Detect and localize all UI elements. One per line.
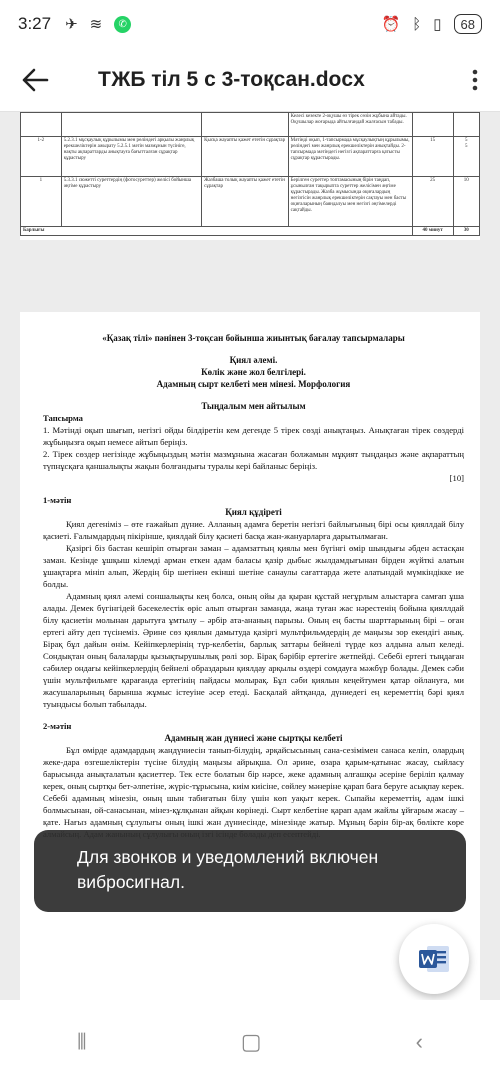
table-total-score: 30	[453, 227, 480, 236]
task-label: Тапсырма	[43, 413, 83, 423]
status-left-icons	[65, 15, 131, 33]
wifi-icon: ≋	[89, 16, 103, 33]
text-title: Адамның жан дүниесі және сыртқы келбеті	[164, 733, 343, 743]
open-in-word-button[interactable]	[399, 924, 469, 994]
marks-label: [10]	[449, 473, 464, 483]
table-cell: 5.2.3.1 мұсқаулық құрылымы мен рөліндегі арқылы жанрлық ерекшеліктерін ажырату 5.2.5.1 мәтін мазмұнын түсініге, нақты ақпараттарды анықтауға бағытталған сұрақтар құрастыру	[61, 137, 201, 177]
vibrate-icon: ▯	[433, 16, 442, 33]
airplane-mode-icon: ✈	[65, 16, 78, 33]
table-cell: 15	[412, 137, 453, 177]
text-label: 1-мәтін	[43, 495, 72, 505]
recent-apps-icon[interactable]: ⦀	[77, 1028, 87, 1054]
document-page-1	[20, 112, 480, 240]
score-value: 5	[465, 144, 468, 149]
status-time: 3:27	[18, 14, 52, 33]
back-nav-icon[interactable]: ‹	[415, 1028, 423, 1054]
more-options-button[interactable]	[450, 48, 500, 112]
assessment-table	[20, 112, 480, 236]
system-navigation-bar	[0, 1000, 500, 1083]
paragraph: Бұл өмірде адамдардың жандүниесін танып-білудің, әрқайсысының сана-сезімімен санаса келіп, олардың жеке-дара өзгешеліктерін түсіне білудің маңызы айрықша. Ол әрине, өзара қарым-қатынас жасау, сыйласу барысында анықталатын қасиеттер. Тек есте болатын бір нәрсе, жеке адамның алғашқы әсеріне беріліп қалмау керек, оның сыртқы бет-әлпетіне, жүріс-тұрысына, киім киісіне, сөйлеу мәнеріне қарап баға беруге асықпау керек. Себебі адамның мінезін, оның шын табиғатын білу үшін көп уақыт керек. Сыпайы кереметтің, адам ішкі болмысынан, ой-санасынан, мінез-құлқынан айқын көрінеді. Сырт келбетіне қарап адам жайлы ұйғарым жасау – қате. Нағыз адамның сұлулығы оның ішкі жан дүниесінде, мінезінде жатыр. Мұның бәрін бір-ақ бөлікте көре	[43, 745, 464, 827]
task-item: 2. Тірек сөздер негізінде жұбыңыздың мәтін мазмұнына жасаған болжамын мұқият тыңдаңыз және ақпараттың түпнұсқаға қаншалықты жақын болғандығы туралы кері байланыс беріңіз.	[43, 449, 464, 471]
task-item: 1. Мәтінді оқып шығып, негізгі ойды білдіретін кем дегенде 5 тірек сөзді анықтаңыз. Анықтаған тірек сөздерді жұбыңызға оқып немесе айтып беріңіз.	[43, 425, 464, 447]
section-title: Қиял әлемі.	[229, 355, 278, 365]
more-vertical-icon	[472, 69, 478, 91]
document-title: ТЖБ тіл 5 с 3-тоқсан.docx	[98, 67, 365, 91]
table-cell	[453, 137, 480, 177]
table-cell: Келесі кезекте 2-оқушы өз тірек сөзін жұбына айтады. Оқушылар жоғарыда айтылғандай жалғасын табады.	[288, 113, 412, 137]
table-cell: Қысқа жауапты қажет ететін сұрақтар	[202, 137, 289, 177]
table-total-label: Барлығы	[21, 227, 413, 236]
table-cell: 5.3.3.1 сюжетті суреттердің (фотосуреттер) желісі бойынша әңгіме құрастыру	[61, 177, 201, 227]
bluetooth-icon: ᛒ	[412, 15, 422, 33]
table-cell: 10	[453, 177, 480, 227]
paragraph: Қазіргі біз бастан кешіріп отырған заман – адамзаттың қиялы мен бүгінгі өмір шындығы әбден астасқан заман. Кезінде ұшқыш кілемді арман еткен адам баласы қазір дыбыс жылдамдығынан бірден жүйткі алатын ұшақтарға мініп алып, Жердің бір шетінен екінші шетіне санаулы сағаттарда жете алатындай мүмкіндікке ие болды.	[43, 543, 464, 589]
alarm-icon: ⏰	[381, 16, 401, 33]
status-bar	[0, 0, 500, 48]
text-title: Қиял құдіреті	[225, 507, 282, 517]
status-right-icons	[382, 14, 482, 34]
text-label: 2-мәтін	[43, 721, 72, 731]
table-total-time: 40 минут	[412, 227, 453, 236]
table-cell: Жазбаша толық жауапты қажет ететін сұрақтар	[202, 177, 289, 227]
app-bar	[0, 48, 500, 112]
score-value: 5	[465, 138, 468, 143]
table-cell: Мәтінді оқып, 1-тапсырмада мұсқаулықтың құрылымы, рөліндегі мен жанрлық ерекшеліктерін анықтайды. 2-тапсырмада мәтіндегі негізгі ақпараттарға қатысты сұрақтар құрастырады.	[288, 137, 412, 177]
paragraph: Қиял дегеніміз – өте ғажайып дүние. Алланың адамға беретін негізгі байлығының бірі осы қияллдай білу қасиеті. Ғалымдардың пікірінше, қиялдай білу қасиеті басқа жан-жануарларға дарытылмаған.	[43, 519, 464, 541]
whatsapp-icon: ✆	[114, 16, 131, 33]
home-icon[interactable]: ▢	[240, 1028, 262, 1054]
section-title: Көлік және жол белгілері.	[201, 367, 306, 377]
block-title: Тыңдалым мен айтылым	[201, 401, 306, 411]
table-cell: 1-2	[21, 137, 62, 177]
battery-indicator: 68	[454, 14, 482, 34]
word-app-icon	[417, 944, 451, 974]
doc-heading: «Қазақ тілі» пәнінен 3-тоқсан бойынша жиынтық бағалау тапсырмалары	[102, 333, 405, 343]
table-cell: Берілген суреттер топтамасының бірін таңдап, ұсынылған тақырыпта суреттер желісімен әңгіме құрастырады. Жазба жұмысында оқиғалардың негізгісін жанрлық ерекшеліктерін сақтауы мен басты оқиғаларының баяндалуы мен негізгі әңгімелерді сақтайды.	[288, 177, 412, 227]
back-button[interactable]	[0, 48, 70, 112]
table-cell: 1	[21, 177, 62, 227]
table-cell: 25	[412, 177, 453, 227]
section-title: Адамның сырт келбеті мен мінезі. Морфология	[156, 379, 351, 389]
vibration-toast: Для звонков и уведомлений включен вибросигнал.	[34, 830, 466, 912]
paragraph: Адамның қиял әлемі соншалықты кең болса, оның ойы да қыран құстай негұрлым алыстарға самғап ұша алады. Демек бүгінгідей бәсекелестік өріс алып отырған заманда, жаңа туған жас нәрестенің бойына қияллдай білу қасиетін молынан дарытуға ұмтылу – әрбір ата-ананың парызы. Оның ең басты шарттарының бірі – оған ертегі айту деп түсінеміз. Әрине сөз қиялын дамытуда қазіргі мультфильмдердің де маңызы зор екендігі анық. Бірақ бұл дайын өнім. Кейіпкерлерінің түр-келбетін, барлық заттары бейнелі түрде көз алдына алып келеді. Сондықтан оның балаларды қызықтырушылық рөлі зор. Бірақ бәрібір ертегіге жетпейді. Себебі ертегі тыңдаған сәбилер ондағы кейіпкерлердің бейнелі образдарын қиялдау арқылы өздері сомдауға мәжбүр болады. Демек сәби үшін мультфильмге қарағанда ертегінің пайдасы молырақ. Бұл сәби қиялын кеңейтумен қатар ойлануға, ми жасушаларының барынша жұмыс істеуіне әсер етеді. Басқалай айтқанда, дүниедегі ең кереметтің бәрі қиял туындысы болып табылады.	[43, 591, 464, 709]
back-arrow-icon	[21, 68, 49, 92]
